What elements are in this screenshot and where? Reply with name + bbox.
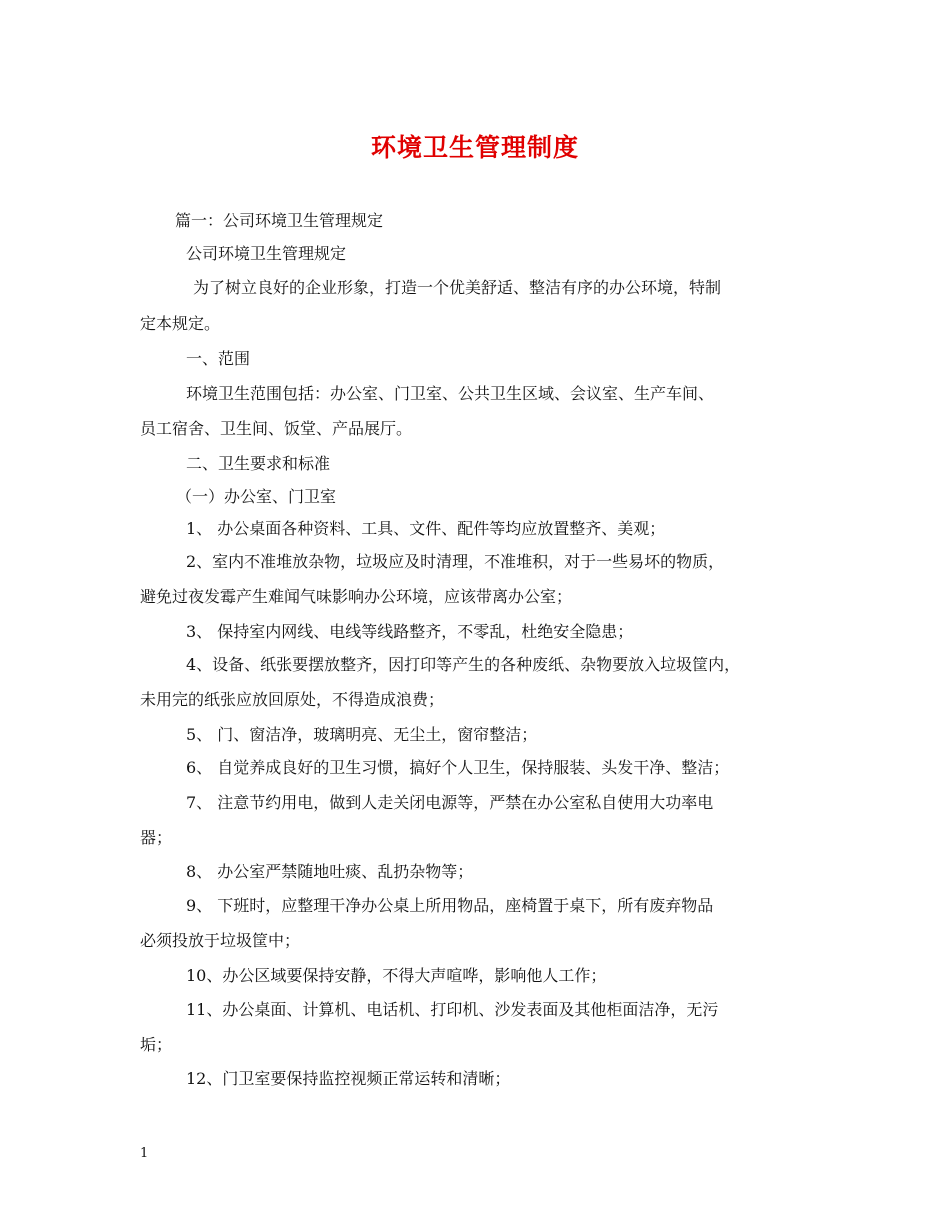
list-item: 8、 办公室严禁随地吐痰、乱扔杂物等； (186, 862, 474, 881)
page-number: 1 (140, 1146, 149, 1161)
list-item: 2、室内不准堆放杂物，垃圾应及时清理，不准堆积，对于一些易坏的物质， (186, 552, 725, 571)
list-item-continuation: 必须投放于垃圾筐中； (140, 931, 301, 950)
list-item: 4、设备、纸张要摆放整齐，因打印等产生的各种废纸、杂物要放入垃圾筐内， (186, 655, 741, 674)
paragraph-line: 定本规定。 (140, 314, 221, 333)
section-heading: 一、范围 (186, 349, 251, 368)
subsection-heading: （一）办公室、门卫室 (176, 487, 337, 506)
section-heading: 二、卫生要求和标准 (186, 454, 331, 473)
paragraph-line: 为了树立良好的企业形象，打造一个优美舒适、整洁有序的办公环境，特制 (193, 278, 722, 297)
list-item: 11、办公桌面、计算机、电话机、打印机、沙发表面及其他柜面洁净，无污 (186, 1000, 719, 1019)
list-item: 10、办公区域要保持安静，不得大声喧哗，影响他人工作； (186, 966, 607, 985)
section-heading: 篇一：公司环境卫生管理规定 (175, 211, 384, 230)
list-item: 1、 办公桌面各种资料、工具、文件、配件等均应放置整齐、美观； (186, 519, 666, 538)
list-item-continuation: 垢； (140, 1035, 173, 1054)
list-item-continuation: 未用完的纸张应放回原处，不得造成浪费； (140, 690, 445, 709)
list-item: 7、 注意节约用电，做到人走关闭电源等，严禁在办公室私自使用大功率电 (186, 793, 714, 812)
subtitle: 公司环境卫生管理规定 (186, 244, 347, 263)
list-item-continuation: 器； (140, 828, 173, 847)
page-title: 环境卫生管理制度 (370, 133, 579, 162)
list-item: 5、 门、窗洁净，玻璃明亮、无尘土，窗帘整洁； (186, 725, 538, 744)
list-item-continuation: 避免过夜发霉产生难闻气味影响办公环境，应该带离办公室； (140, 587, 573, 606)
list-item: 12、门卫室要保持监控视频正常运转和清晰； (186, 1069, 511, 1088)
list-item: 9、 下班时，应整理干净办公桌上所用物品，座椅置于桌下，所有废弃物品 (186, 896, 714, 915)
paragraph-line: 环境卫生范围包括：办公室、门卫室、公共卫生区域、会议室、生产车间、 (186, 384, 715, 403)
paragraph-line: 员工宿舍、卫生间、饭堂、产品展厅。 (140, 419, 413, 438)
list-item: 6、 自觉养成良好的卫生习惯，搞好个人卫生，保持服装、头发干净、整洁； (186, 758, 730, 777)
list-item: 3、 保持室内网线、电线等线路整齐，不零乱，杜绝安全隐患； (186, 622, 634, 641)
